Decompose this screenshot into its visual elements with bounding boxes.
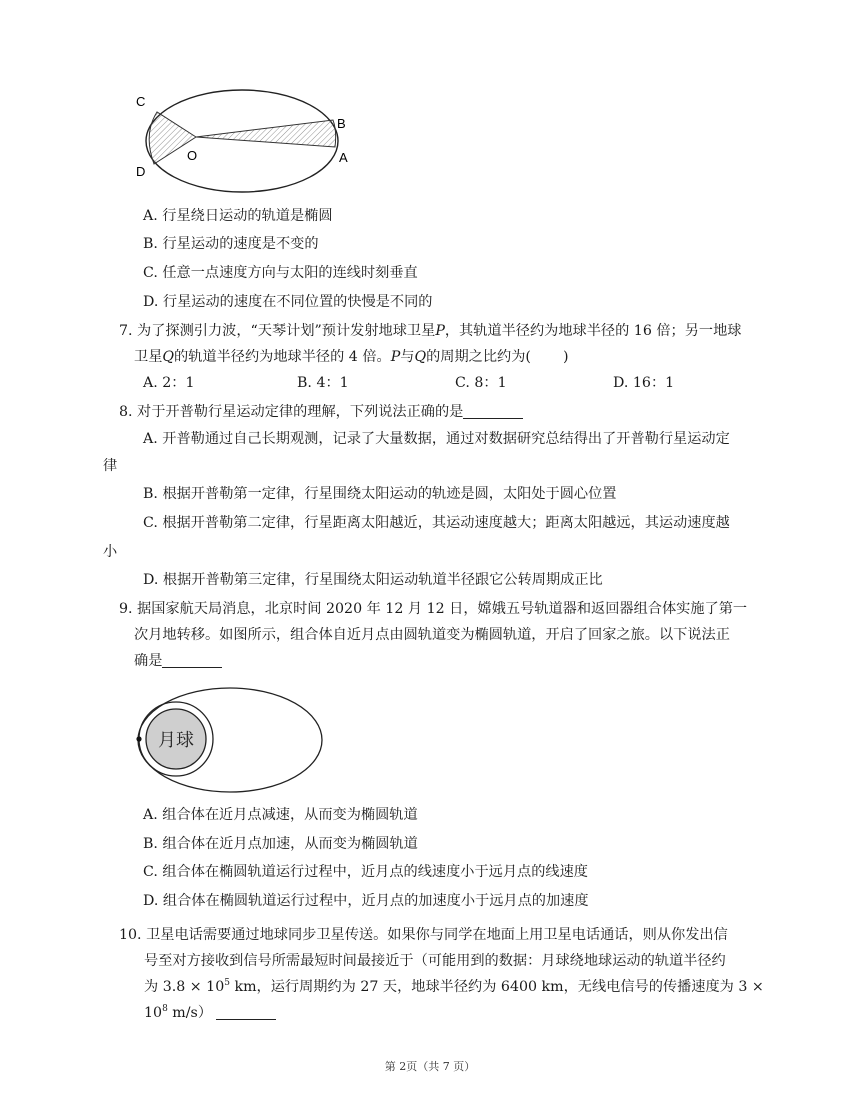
q7-var-q: Q: [162, 349, 175, 365]
moon-label: 月球: [158, 730, 194, 751]
q7-option-d: D. 16：1: [613, 375, 675, 391]
q8-option-a-line1: A. 开普勒通过自己长期观测，记录了大量数据，通过对数据研究总结得出了开普勒行星运动定: [143, 431, 730, 447]
q9-option-a: A. 组合体在近月点减速，从而变为椭圆轨道: [143, 807, 418, 823]
q8-option-c-line1: C. 根据开普勒第二定律，行星距离太阳越近，其运动速度越大；距离太阳越远，其运动速度越: [143, 515, 730, 531]
q7-stem-line1: [119, 321, 742, 341]
q7-stem-line2: [134, 347, 569, 367]
q9-option-d: D. 组合体在椭圆轨道运行过程中，近月点的加速度小于远月点的加速度: [143, 893, 589, 909]
q7-option-b: B. 4：1: [297, 375, 349, 391]
q7-text-2c: 与: [400, 349, 415, 365]
q9-stem-line2: 次月地转移。如图所示，组合体自近月点由圆轨道变为椭圆轨道，开启了回家之旅。以下说法正: [134, 627, 730, 643]
q8-option-a-line2: 律: [103, 458, 118, 474]
q7-var-p: P: [435, 323, 445, 339]
q7-var-q2: Q: [414, 349, 427, 365]
q10-text-4a: 10: [144, 1005, 163, 1021]
q7-text-2b: 的轨道半径约为地球半径的 4 倍。: [174, 349, 391, 365]
q10-text-4b: m/s）: [167, 1005, 213, 1021]
q9-option-c: C. 组合体在椭圆轨道运行过程中，近月点的线速度小于远月点的线速度: [143, 864, 588, 880]
q10-stem-line2: 号至对方接收到信号所需最短时间最接近于（可能用到的数据：月球绕地球运动的轨道半径约: [144, 953, 726, 969]
q7-text-2d: 的周期之比约为(: [426, 349, 531, 365]
q6-option-c: C. 任意一点速度方向与太阳的连线时刻垂直: [143, 265, 418, 281]
perilune-point: [136, 736, 141, 741]
q7-text-2a: 卫星: [134, 349, 163, 365]
q8-option-d: D. 根据开普勒第三定律，行星围绕太阳运动轨道半径跟它公转周期成正比: [143, 572, 603, 588]
q8-stem-text: 8. 对于开普勒行星运动定律的理解，下列说法正确的是: [119, 404, 464, 420]
page-footer: 第 2页（共 7 页）: [384, 1060, 476, 1073]
q9-answer-blank: [162, 653, 222, 668]
q8-answer-blank: [463, 404, 523, 419]
q10-exp-5: 5: [224, 978, 230, 988]
sector-far-ab: [196, 120, 336, 147]
q7-text-1a: 7. 为了探测引力波，“天琴计划”预计发射地球卫星: [119, 323, 436, 339]
label-b: B: [337, 116, 346, 131]
q9-stem-line3: [134, 651, 222, 671]
q7-text-1b: ，其轨道半径约为地球半径的 16 倍；另一地球: [444, 323, 742, 339]
label-o: O: [187, 148, 198, 163]
label-c: C: [136, 94, 146, 109]
q10-exp-8: 8: [162, 1004, 168, 1014]
label-d: D: [136, 164, 146, 179]
q7-option-a: A. 2：1: [143, 375, 195, 391]
q6-option-b: B. 行星运动的速度是不变的: [143, 236, 319, 252]
q10-text-3a: 为 3.8 × 10: [144, 979, 225, 995]
q8-stem: [119, 402, 523, 422]
q6-option-d: D. 行星运动的速度在不同位置的快慢是不同的: [143, 294, 433, 310]
q8-option-b: B. 根据开普勒第一定律，行星围绕太阳运动的轨迹是圆，太阳处于圆心位置: [143, 486, 617, 502]
q9-option-b: B. 组合体在近月点加速，从而变为椭圆轨道: [143, 836, 418, 852]
q7-option-c: C. 8：1: [455, 375, 507, 391]
q9-stem-line1: 9. 据国家航天局消息，北京时间 2020 年 12 月 12 日，嫦娥五号轨道器和返回器组合体实施了第一: [119, 601, 748, 617]
q10-answer-blank: [216, 1005, 276, 1020]
q7-text-2e: ): [562, 349, 569, 365]
q10-text-3b: km，运行周期约为 27 天，地球半径约为 6400 km，无线电信号的传播速度为 3 ×: [229, 979, 764, 995]
moon-orbit-figure: [133, 686, 329, 798]
kepler-ellipse-figure: [130, 84, 360, 200]
q10-stem-line4: [144, 1003, 276, 1023]
q9-stem-text3: 确是: [134, 653, 163, 669]
q10-stem-line1: 10. 卫星电话需要通过地球同步卫星传送。如果你与同学在地面上用卫星电话通话，则从你发出信: [119, 927, 728, 943]
q6-option-a: A. 行星绕日运动的轨道是椭圆: [143, 208, 333, 224]
q8-option-c-line2: 小: [103, 544, 118, 560]
label-a: A: [339, 150, 348, 165]
q7-var-p2: P: [390, 349, 401, 365]
q10-stem-line3: [144, 977, 764, 997]
